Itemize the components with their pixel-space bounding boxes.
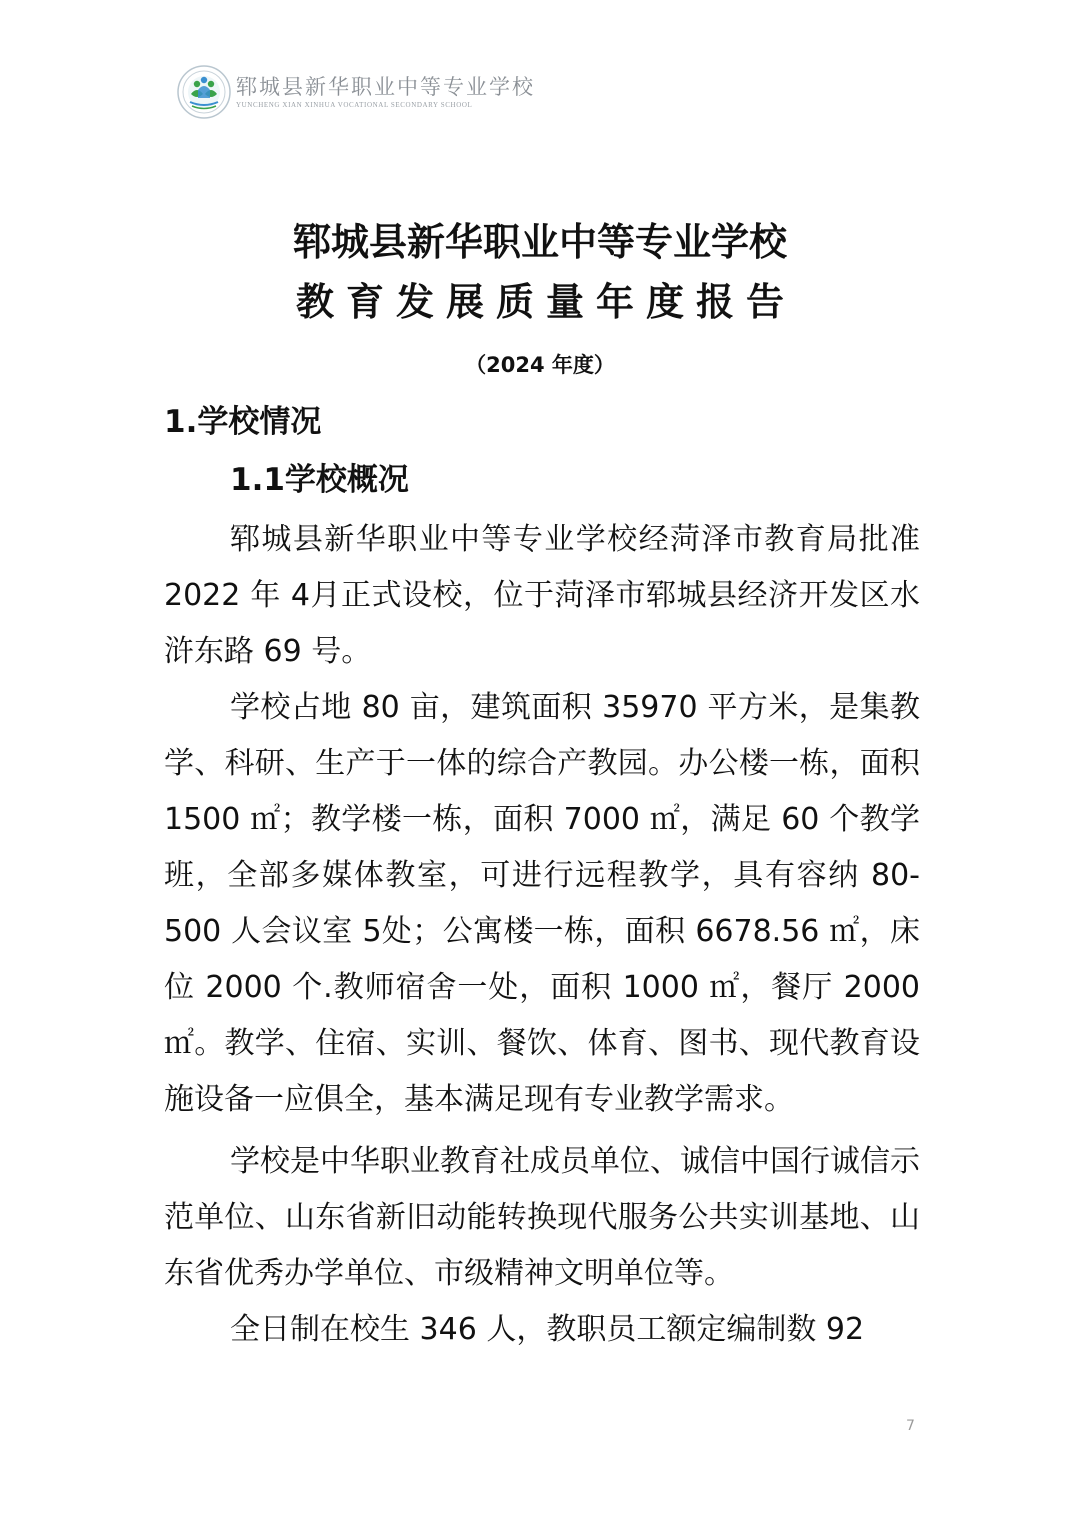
page-number: 7 [906, 1418, 915, 1434]
school-seal-icon [176, 64, 232, 120]
report-title-line1: 郓城县新华职业中等专业学校 [292, 220, 787, 264]
paragraph-school-honors: 学校是中华职业教育社成员单位、诚信中国行诚信示范单位、山东省新旧动能转换现代服务公共实训基地、山东省优秀办学单位、市级精神文明单位等。 [164, 1144, 920, 1291]
section-heading-1-1: 1.1学校概况 [230, 462, 409, 498]
section-heading-1: 1.学校情况 [164, 404, 322, 440]
report-title-line2: 教育发展质量年度报告 [295, 280, 796, 324]
paragraph-enrollment-staff: 全日制在校生 346 人，教职员工额定编制数 92 [230, 1312, 865, 1347]
paragraph-campus-facilities: 学校占地 80 亩，建筑面积 35970 平方米，是集教学、科研、生产于一体的综合产教园。办公楼一栋，面积 1500 ㎡；教学楼一栋，面积 7000 ㎡，满足 60 个教学班，全部多媒体教室，可进行远程教学，具有容纳 80-500 人会议室 5处；公寓楼一栋，面积 6678.56 ㎡，床位 2000 个.教师宿舍一处，面积 1000 ㎡，餐厅 2000 ㎡。教学、住宿、实训、餐饮、体育、图书、现代教育设施设备一应俱全，基本满足现有专业教学需求。 [164, 690, 920, 1117]
paragraph-school-founding: 郓城县新华职业中等专业学校经菏泽市教育局批准 2022 年 4月正式设校，位于菏泽市郓城县经济开发区水浒东路 69 号。 [164, 522, 920, 669]
logo-school-name-cn: 郓城县新华职业中等专业学校 [236, 75, 535, 99]
page-header-logo [176, 64, 535, 120]
logo-school-name-en: YUNCHENG XIAN XINHUA VOCATIONAL SECONDARY SCHOOL [236, 101, 473, 109]
report-year-note: （2024 年度） [465, 353, 615, 377]
